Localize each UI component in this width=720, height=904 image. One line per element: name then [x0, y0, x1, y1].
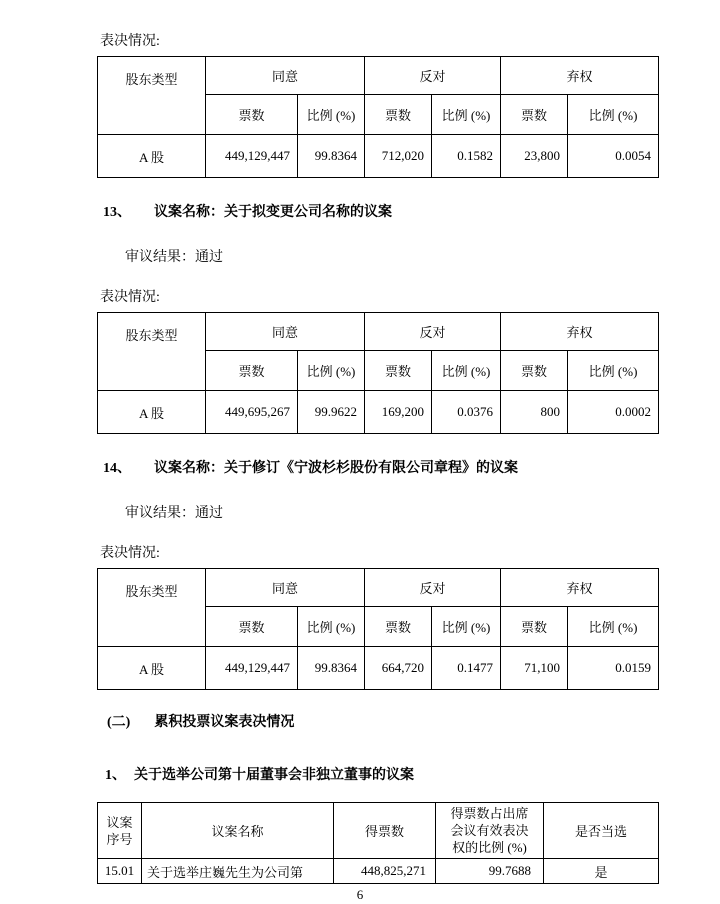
header-ratio: 比例 (%) [298, 351, 365, 391]
header-ratio: 比例 (%) [568, 351, 659, 391]
header-agree: 同意 [206, 313, 365, 351]
header-shareholder-type: 股东类型 [98, 569, 206, 647]
header-votes: 票数 [365, 95, 432, 135]
proposal-number: 14、 [103, 461, 131, 476]
header-votes-received: 得票数 [334, 803, 436, 859]
proposal-number: 13、 [103, 205, 131, 220]
header-shareholder-type: 股东类型 [98, 313, 206, 391]
agree-votes-cell: 449,695,267 [206, 391, 298, 434]
section-2-heading [107, 714, 658, 732]
header-oppose: 反对 [365, 569, 501, 607]
abstain-votes-cell: 23,800 [501, 135, 568, 178]
header-ratio: 比例 (%) [568, 607, 659, 647]
voting-status-label: 表决情况: [100, 34, 160, 49]
ratio-cell: 99.7688 [436, 859, 544, 884]
header-abstain: 弃权 [501, 313, 659, 351]
header-abstain: 弃权 [501, 57, 659, 95]
header-ratio-of-valid-votes: 得票数占出席会议有效表决权的比例 (%) [436, 803, 544, 859]
abstain-ratio-cell: 0.0159 [568, 647, 659, 690]
oppose-votes-cell: 712,020 [365, 135, 432, 178]
header-votes: 票数 [501, 351, 568, 391]
abstain-votes-cell: 800 [501, 391, 568, 434]
header-votes: 票数 [501, 607, 568, 647]
section-title: 累积投票议案表决情况 [154, 715, 295, 730]
proposal-seq-cell: 15.01 [98, 859, 142, 884]
agree-ratio-cell: 99.9622 [298, 391, 365, 434]
cumulative-vote-table [97, 802, 659, 884]
header-votes: 票数 [206, 607, 298, 647]
header-votes: 票数 [501, 95, 568, 135]
oppose-ratio-cell: 0.1477 [432, 647, 501, 690]
abstain-ratio-cell: 0.0054 [568, 135, 659, 178]
abstain-ratio-cell: 0.0002 [568, 391, 659, 434]
review-result: 审议结果：通过 [125, 506, 223, 521]
header-agree: 同意 [206, 57, 365, 95]
header-proposal-seq: 议案序号 [98, 803, 142, 859]
share-class-cell: A 股 [98, 391, 206, 434]
header-shareholder-type: 股东类型 [98, 57, 206, 135]
oppose-ratio-cell: 0.0376 [432, 391, 501, 434]
agree-votes-cell: 449,129,447 [206, 135, 298, 178]
item-1-heading [105, 767, 658, 785]
section-number: (二) [107, 715, 131, 730]
header-proposal-name: 议案名称 [142, 803, 334, 859]
agree-ratio-cell: 99.8364 [298, 647, 365, 690]
header-ratio: 比例 (%) [432, 95, 501, 135]
table-row [98, 391, 659, 434]
header-votes: 票数 [206, 351, 298, 391]
review-result: 审议结果：通过 [125, 250, 223, 265]
proposal-13-heading [103, 204, 658, 222]
oppose-votes-cell: 664,720 [365, 647, 432, 690]
item-title: 关于选举公司第十届董事会非独立董事的议案 [134, 768, 414, 783]
share-class-cell: A 股 [98, 135, 206, 178]
table-row [98, 647, 659, 690]
header-oppose: 反对 [365, 57, 501, 95]
proposal-title: 议案名称：关于拟变更公司名称的议案 [154, 205, 392, 220]
voting-status-label: 表决情况: [100, 546, 160, 561]
item-number: 1、 [105, 768, 126, 783]
share-class-cell: A 股 [98, 647, 206, 690]
agree-votes-cell: 449,129,447 [206, 647, 298, 690]
header-oppose: 反对 [365, 313, 501, 351]
agree-ratio-cell: 99.8364 [298, 135, 365, 178]
vote-table-3 [97, 568, 659, 690]
header-ratio: 比例 (%) [568, 95, 659, 135]
header-abstain: 弃权 [501, 569, 659, 607]
elected-cell: 是 [544, 859, 659, 884]
header-agree: 同意 [206, 569, 365, 607]
header-votes: 票数 [365, 607, 432, 647]
vote-table-2 [97, 312, 659, 434]
vote-table-1 [97, 56, 659, 178]
oppose-votes-cell: 169,200 [365, 391, 432, 434]
page-number: 6 [356, 887, 364, 902]
header-ratio: 比例 (%) [298, 95, 365, 135]
oppose-ratio-cell: 0.1582 [432, 135, 501, 178]
header-votes: 票数 [206, 95, 298, 135]
header-votes: 票数 [365, 351, 432, 391]
header-ratio: 比例 (%) [298, 607, 365, 647]
header-ratio: 比例 (%) [432, 351, 501, 391]
proposal-title: 议案名称：关于修订《宁波杉杉股份有限公司章程》的议案 [154, 461, 518, 476]
header-elected: 是否当选 [544, 803, 659, 859]
abstain-votes-cell: 71,100 [501, 647, 568, 690]
voting-status-label: 表决情况: [100, 290, 160, 305]
proposal-name-cell: 关于选举庄巍先生为公司第 [142, 859, 334, 884]
votes-received-cell: 448,825,271 [334, 859, 436, 884]
table-row [98, 135, 659, 178]
proposal-14-heading [103, 460, 658, 478]
table-row [98, 859, 659, 884]
header-ratio: 比例 (%) [432, 607, 501, 647]
